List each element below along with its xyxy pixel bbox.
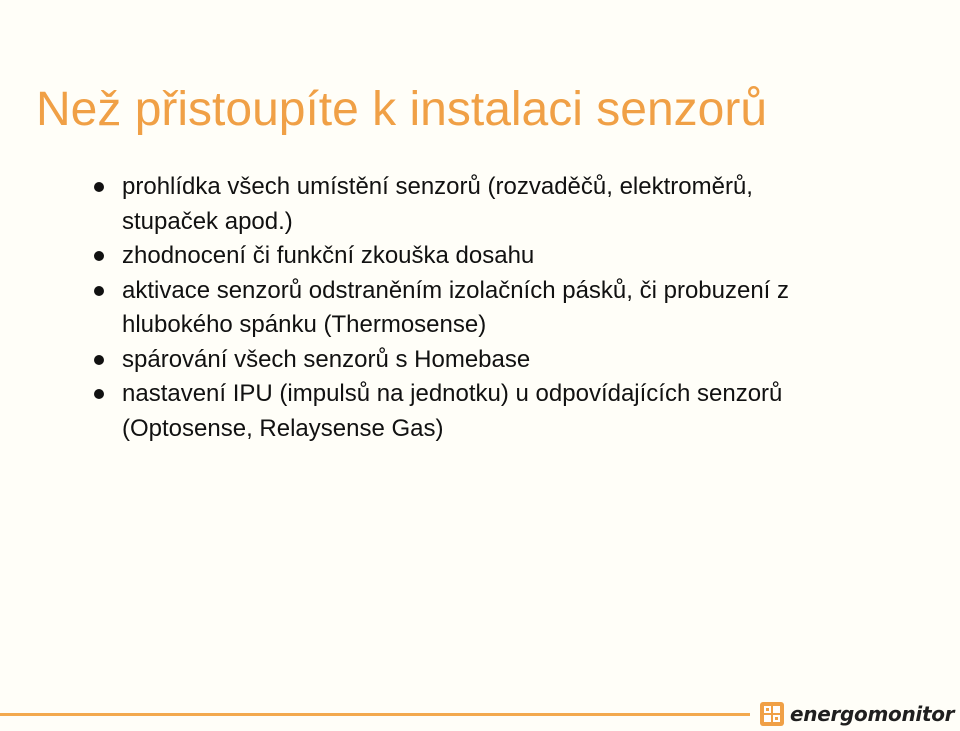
bullet-dot-icon bbox=[94, 286, 104, 296]
brand-logo bbox=[760, 699, 954, 729]
bullet-list bbox=[0, 170, 960, 446]
brand-name: energomonitor bbox=[790, 702, 955, 726]
bullet-item bbox=[0, 377, 822, 446]
bullet-item bbox=[0, 239, 822, 274]
bullet-dot-icon bbox=[94, 251, 104, 261]
bullet-item bbox=[0, 170, 822, 239]
bullet-text: zhodnocení či funkční zkouška dosahu bbox=[122, 242, 535, 269]
bullet-text: prohlídka všech umístění senzorů (rozvaděčů, elektroměrů, stupaček apod.) bbox=[122, 173, 753, 235]
bullet-dot-icon bbox=[94, 355, 104, 365]
slide-title: Než přistoupíte k instalaci senzorů bbox=[36, 83, 768, 136]
bullet-text: spárování všech senzorů s Homebase bbox=[122, 345, 531, 373]
bullet-item bbox=[0, 343, 822, 378]
bullet-dot-icon bbox=[94, 182, 104, 192]
bullet-text: aktivace senzorů odstraněním izolačních pásků, či probuzení z hlubokého spánku (Thermosense) bbox=[122, 276, 790, 338]
footer-divider bbox=[0, 713, 750, 716]
bullet-item bbox=[0, 274, 822, 343]
bullet-dot-icon bbox=[94, 389, 104, 399]
energomonitor-logo-icon bbox=[760, 702, 784, 726]
bullet-text: nastavení IPU (impulsů na jednotku) u odpovídajících senzorů (Optosense, Relaysense Gas) bbox=[122, 380, 783, 442]
